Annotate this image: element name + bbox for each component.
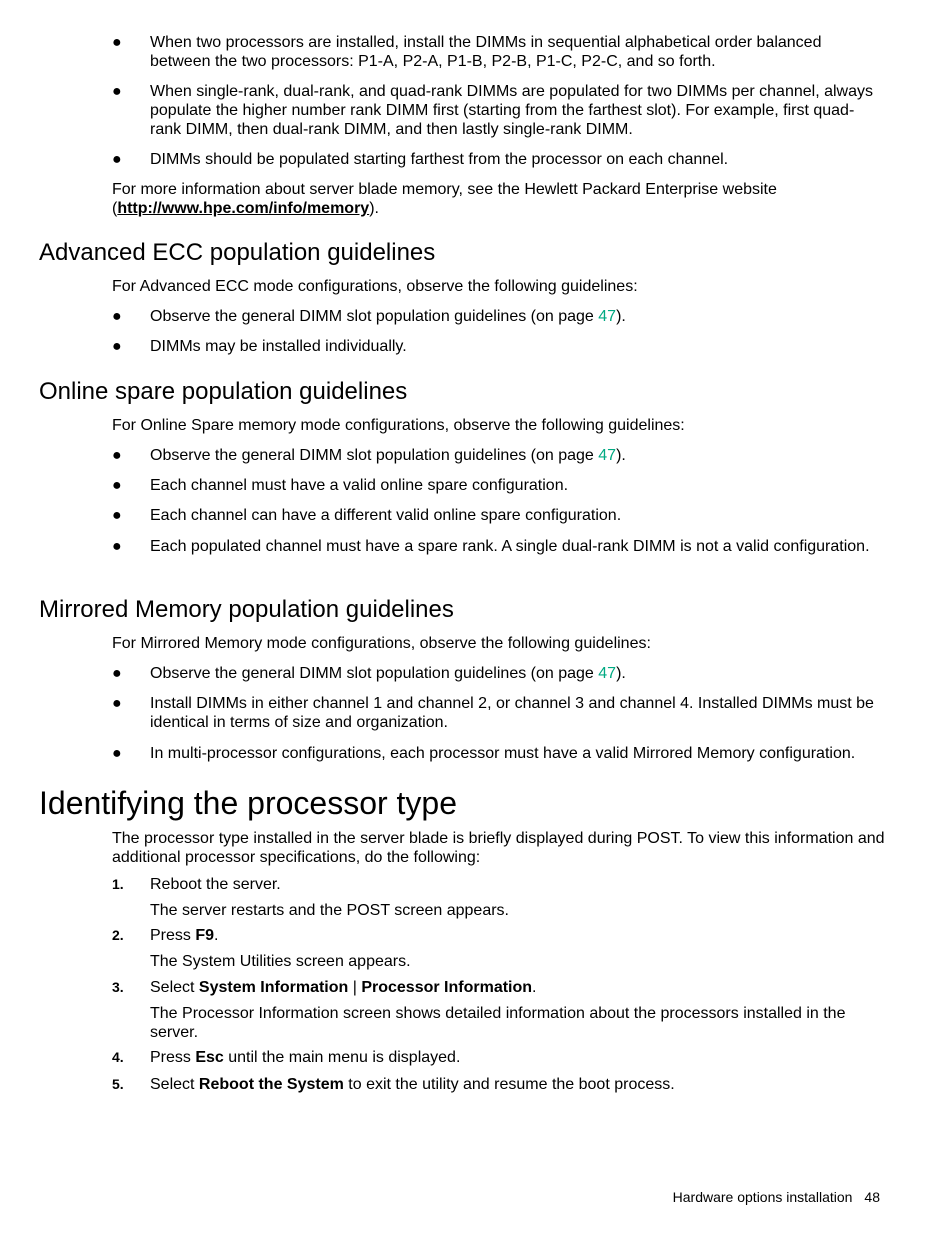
bullet-text: Each channel can have a different valid online spare configuration. — [150, 507, 622, 524]
bullet-text — [150, 446, 882, 465]
bullet-text: Install DIMMs in either channel 1 and channel 2, or channel 3 and channel 4. Installed DIMMs must be identical in terms of size and organization. — [150, 695, 874, 731]
step-post: . — [214, 927, 219, 944]
bullet-text: Each channel must have a valid online spare configuration. — [150, 477, 569, 494]
step-number: 1. — [112, 876, 124, 892]
step-number: 4. — [112, 1049, 124, 1065]
mirrored-memory-heading: Mirrored Memory population guidelines — [39, 596, 454, 623]
bullet-text: When two processors are installed, install the DIMMs in sequential alphabetical order balanced between the two processors: P1-A, P2-A, P1-B, P2-B, P1-C, P2-C, and so forth. — [150, 34, 822, 70]
step-post: until the main menu is displayed. — [223, 1049, 461, 1066]
paren: ( — [112, 200, 118, 217]
step-pre: Press — [150, 927, 196, 944]
step-text — [150, 926, 885, 945]
menu-processor-information: Processor Information — [361, 979, 533, 996]
online-spare-heading: Online spare population guidelines — [39, 378, 408, 405]
ref-prefix: Observe the general DIMM slot population guidelines (on page — [150, 665, 599, 682]
bullet-icon: ● — [112, 507, 122, 524]
step-post: . — [532, 979, 537, 996]
menu-separator: | — [348, 979, 362, 996]
bullet-text: DIMMs should be populated starting farthest from the processor on each channel. — [150, 151, 729, 168]
ref-suffix: ). — [616, 308, 626, 325]
bullet-text: Each populated channel must have a spare rank. A single dual-rank DIMM is not a valid configuration. — [150, 538, 870, 555]
bullet-icon: ● — [112, 338, 122, 355]
online-spare-intro: For Online Spare memory mode configurations, observe the following guidelines: — [112, 417, 685, 434]
mirrored-memory-intro: For Mirrored Memory mode configurations, observe the following guidelines: — [112, 635, 651, 652]
ref-suffix: ). — [616, 447, 626, 464]
menu-reboot-the-system: Reboot the System — [198, 1076, 344, 1093]
page-reference-link[interactable]: 47 — [598, 665, 617, 682]
step-result: The System Utilities screen appears. — [150, 953, 411, 970]
bullet-text: When single-rank, dual-rank, and quad-rank DIMMs are populated for two DIMMs per channel, always populate the higher number rank DIMM first (starting from the farthest slot). For example, first quad-rank DIMM, then dual-rank DIMM, and then lastly single-rank DIMM. — [150, 83, 873, 138]
ref-prefix: Observe the general DIMM slot population guidelines (on page — [150, 308, 599, 325]
step-number: 3. — [112, 979, 124, 995]
paren-close: ). — [369, 200, 379, 217]
step-text — [150, 978, 885, 997]
bullet-icon: ● — [112, 477, 122, 494]
step-pre: Press — [150, 1049, 196, 1066]
menu-system-information: System Information — [198, 979, 349, 996]
page-number: 48 — [864, 1189, 880, 1205]
bullet-icon: ● — [112, 447, 122, 464]
step-text — [150, 1048, 885, 1067]
step-result: The server restarts and the POST screen appears. — [150, 902, 509, 919]
more-info-paragraph — [112, 180, 887, 218]
bullet-icon: ● — [112, 83, 122, 100]
key-esc: Esc — [195, 1049, 224, 1066]
bullet-text: DIMMs may be installed individually. — [150, 338, 407, 355]
bullet-icon: ● — [112, 745, 122, 762]
bullet-icon: ● — [112, 665, 122, 682]
advanced-ecc-intro: For Advanced ECC mode configurations, observe the following guidelines: — [112, 278, 638, 295]
bullet-icon: ● — [112, 34, 122, 51]
footer-section-title: Hardware options installation — [672, 1189, 853, 1205]
page-reference-link[interactable]: 47 — [598, 447, 617, 464]
page-footer — [400, 1189, 880, 1206]
ref-suffix: ). — [616, 665, 626, 682]
step-pre: Select — [150, 979, 199, 996]
processor-intro: The processor type installed in the server blade is briefly displayed during POST. To view this information and additional processor specifications, do the following: — [112, 830, 885, 866]
key-f9: F9 — [195, 927, 215, 944]
page-reference-link[interactable]: 47 — [598, 308, 617, 325]
step-result: The Processor Information screen shows detailed information about the processors installed in the server. — [150, 1005, 846, 1041]
bullet-text — [150, 307, 882, 326]
step-text — [150, 1075, 885, 1094]
step-number: 2. — [112, 927, 124, 943]
ref-prefix: Observe the general DIMM slot population guidelines (on page — [150, 447, 599, 464]
bullet-icon: ● — [112, 538, 122, 555]
bullet-text — [150, 664, 882, 683]
more-info-text: For more information about server blade memory, see the Hewlett Packard Enterprise website — [112, 181, 777, 198]
memory-website-link[interactable]: http://www.hpe.com/info/memory — [117, 200, 370, 217]
advanced-ecc-heading: Advanced ECC population guidelines — [39, 239, 436, 266]
bullet-icon: ● — [112, 308, 122, 325]
processor-type-heading: Identifying the processor type — [39, 785, 458, 821]
step-pre: Select — [150, 1076, 199, 1093]
step-text: Reboot the server. — [150, 876, 281, 893]
step-number: 5. — [112, 1076, 124, 1092]
bullet-text: In multi-processor configurations, each processor must have a valid Mirrored Memory configuration. — [150, 745, 856, 762]
bullet-icon: ● — [112, 695, 122, 712]
step-post: to exit the utility and resume the boot process. — [343, 1076, 675, 1093]
bullet-icon: ● — [112, 151, 122, 168]
